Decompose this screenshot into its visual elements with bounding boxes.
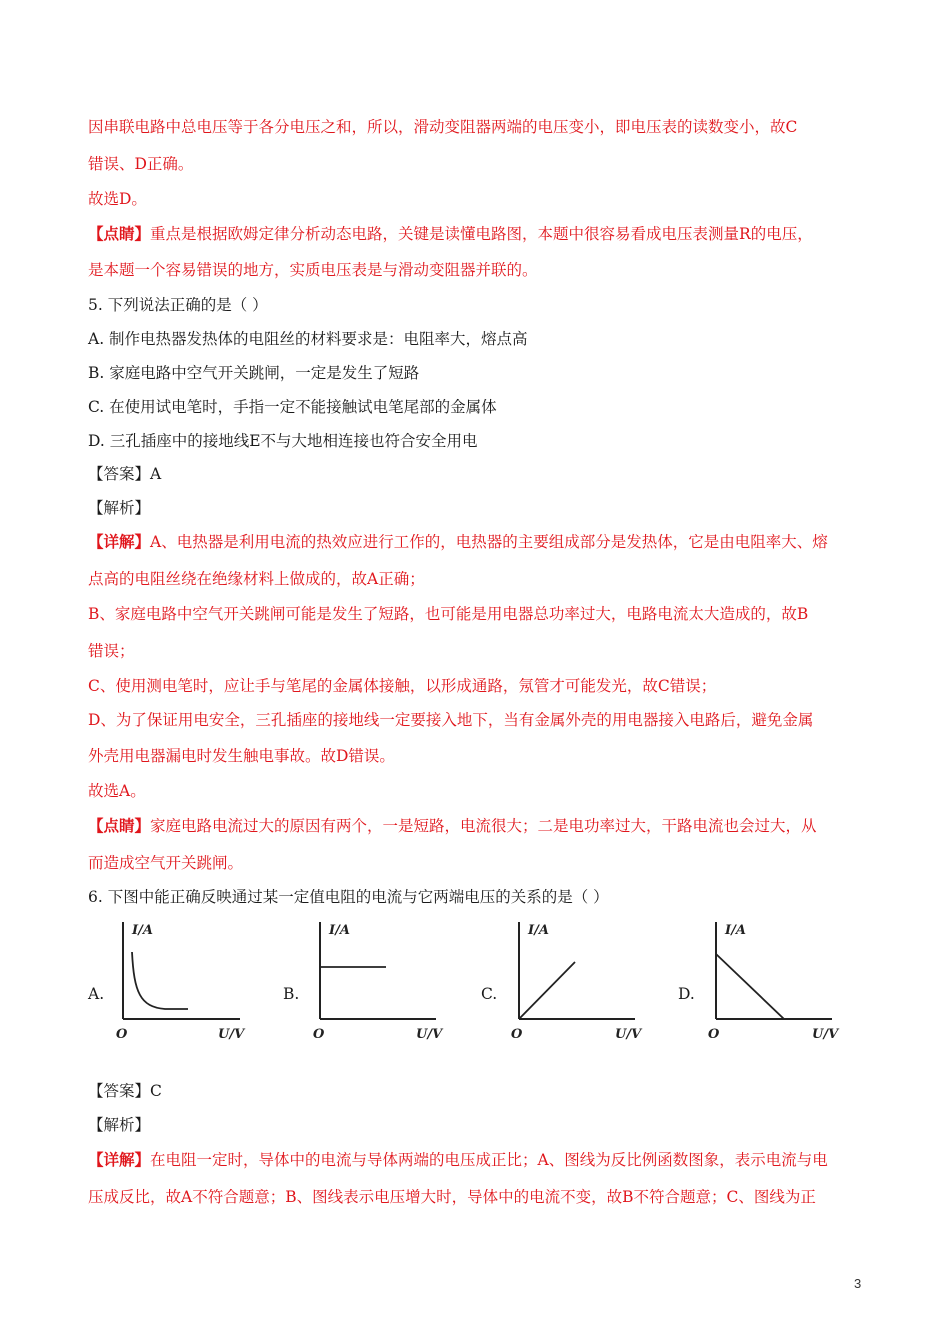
origin-label: O bbox=[313, 1027, 325, 1042]
origin-label: O bbox=[708, 1027, 720, 1042]
graph-option-label: C. bbox=[481, 985, 498, 1003]
text-line: D、为了保证用电安全，三孔插座的接地线一定要接入地下，当有金属外壳的用电器接入电路后，避免金属 bbox=[88, 711, 814, 729]
detail-line bbox=[88, 1150, 828, 1170]
graph-option-label: B. bbox=[283, 985, 300, 1003]
text-line: 错误、D正确。 bbox=[88, 155, 194, 173]
text-line: 压成反比，故A不符合题意；B、图线表示电压增大时，导体中的电流不变，故B不符合题意；C、图线为正 bbox=[88, 1188, 816, 1206]
x-axis-label: U/V bbox=[812, 1027, 839, 1042]
text-line: 而造成空气开关跳闸。 bbox=[88, 854, 244, 872]
comment-line bbox=[88, 224, 813, 244]
graph-b bbox=[306, 912, 506, 1047]
text-line: 点高的电阻丝绕在绝缘材料上做成的，故A正确； bbox=[88, 570, 425, 588]
question-6: 6. 下图中能正确反映通过某一定值电阻的电流与它两端电压的关系的是（ ） bbox=[88, 888, 609, 906]
y-axis-label: I/A bbox=[329, 923, 350, 938]
origin-label: O bbox=[511, 1027, 523, 1042]
comment-text: 重点是根据欧姆定律分析动态电路，关键是读懂电路图，本题中很容易看成电压表测量R的电压， bbox=[150, 225, 813, 243]
y-axis-label: I/A bbox=[725, 923, 746, 938]
option-c: C. 在使用试电笔时，手指一定不能接触试电笔尾部的金属体 bbox=[88, 398, 497, 416]
comment-line bbox=[88, 816, 817, 836]
question-5: 5. 下列说法正确的是（ ） bbox=[88, 296, 268, 314]
option-b: B. 家庭电路中空气开关跳闸，一定是发生了短路 bbox=[88, 364, 420, 382]
decreasing-line bbox=[716, 954, 784, 1019]
proportional-line bbox=[519, 962, 575, 1019]
answer-label: 【答案】C bbox=[88, 1082, 162, 1100]
text-line: 外壳用电器漏电时发生触电事故。故D错误。 bbox=[88, 747, 395, 765]
graph-a bbox=[110, 912, 310, 1047]
x-axis-label: U/V bbox=[615, 1027, 642, 1042]
text-line: B、家庭电路中空气开关跳闸可能是发生了短路，也可能是用电器总功率过大，电路电流太大造成的，故B bbox=[88, 605, 809, 623]
comment-tag: 【点睛】 bbox=[88, 224, 151, 243]
x-axis-label: U/V bbox=[218, 1027, 245, 1042]
text-line: 是本题一个容易错误的地方，实质电压表是与滑动变阻器并联的。 bbox=[88, 261, 538, 279]
graph-option-label: D. bbox=[678, 985, 695, 1003]
graph-d bbox=[702, 912, 902, 1047]
origin-label: O bbox=[116, 1027, 128, 1042]
graph-c bbox=[505, 912, 705, 1047]
inverse-curve bbox=[132, 952, 188, 1009]
text-line: 故选A。 bbox=[88, 782, 146, 800]
answer-label: 【答案】A bbox=[88, 465, 162, 483]
y-axis-label: I/A bbox=[132, 923, 153, 938]
detail-tag: 【详解】 bbox=[88, 532, 151, 551]
detail-text: A、电热器是利用电流的热效应进行工作的，电热器的主要组成部分是发热体，它是由电阻率大、熔 bbox=[150, 533, 828, 551]
option-a: A. 制作电热器发热体的电阻丝的材料要求是：电阻率大，熔点高 bbox=[88, 330, 528, 348]
comment-text: 家庭电路电流过大的原因有两个，一是短路，电流很大；二是电功率过大，干路电流也会过大，从 bbox=[150, 817, 817, 835]
analysis-label: 【解析】 bbox=[88, 499, 151, 517]
y-axis-label: I/A bbox=[528, 923, 549, 938]
text-line: 因串联电路中总电压等于各分电压之和，所以，滑动变阻器两端的电压变小，即电压表的读数变小，故C bbox=[88, 118, 798, 136]
comment-tag: 【点睛】 bbox=[88, 816, 151, 835]
text-line: 错误； bbox=[88, 642, 135, 660]
text-line: C、使用测电笔时，应让手与笔尾的金属体接触，以形成通路，氖管才可能发光，故C错误； bbox=[88, 677, 717, 695]
detail-text: 在电阻一定时，导体中的电流与导体两端的电压成正比；A、图线为反比例函数图象，表示电流与电 bbox=[150, 1151, 828, 1169]
detail-line bbox=[88, 532, 828, 552]
option-d: D. 三孔插座中的接地线E不与大地相连接也符合安全用电 bbox=[88, 432, 478, 450]
text-line: 故选D。 bbox=[88, 190, 147, 208]
detail-tag: 【详解】 bbox=[88, 1150, 151, 1169]
analysis-label: 【解析】 bbox=[88, 1116, 151, 1134]
page-number: 3 bbox=[854, 1276, 862, 1291]
x-axis-label: U/V bbox=[416, 1027, 443, 1042]
graph-option-label: A. bbox=[88, 985, 105, 1003]
